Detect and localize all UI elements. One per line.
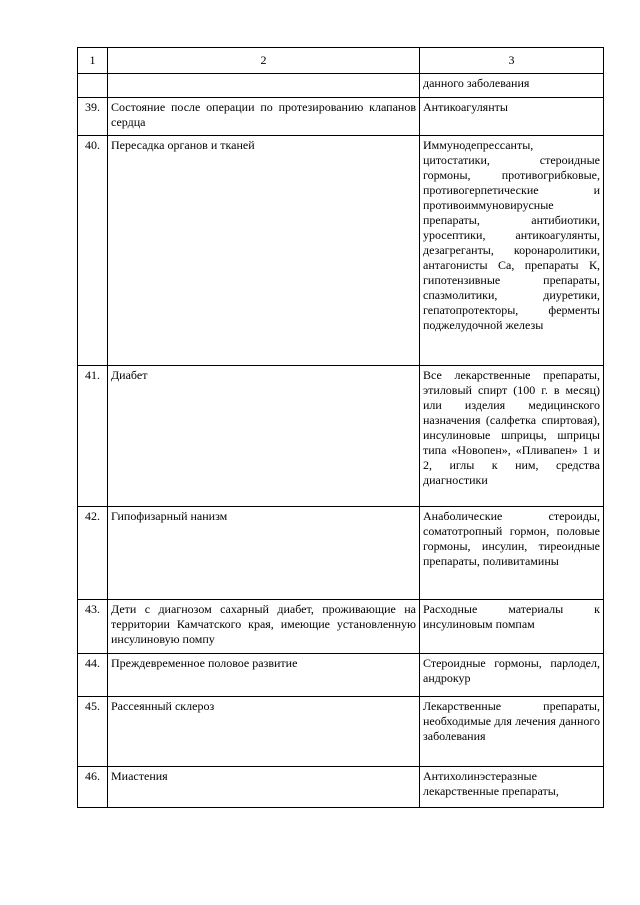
row-disease: Гипофизарный нанизм [108, 507, 420, 600]
header-col-number: 1 [78, 48, 108, 74]
row-drugs: Все лекарственные препараты, этиловый спирт (100 г. в месяц) или изделия медицинского назначения (салфетка спиртовая), инсулиновые шприцы, шприцы типа «Новопен», «Пливапен» 1 и 2, иглы к ним, средства диагностики [420, 366, 604, 507]
row-number: 43. [78, 600, 108, 654]
row-disease: Пересадка органов и тканей [108, 136, 420, 366]
row-drugs: данного заболевания [420, 74, 604, 98]
row-number: 44. [78, 654, 108, 697]
table-row [78, 366, 604, 507]
table-row [78, 507, 604, 600]
row-drugs: Лекарственные препараты, необходимые для лечения данного заболевания [420, 697, 604, 767]
table-row [78, 600, 604, 654]
table-row [78, 74, 604, 98]
drug-provision-table [77, 47, 604, 808]
row-number: 39. [78, 98, 108, 136]
row-disease: Диабет [108, 366, 420, 507]
table-row [78, 697, 604, 767]
row-disease: Миастения [108, 767, 420, 808]
row-number: 42. [78, 507, 108, 600]
row-disease: Состояние после операции по протезированию клапанов сердца [108, 98, 420, 136]
row-number: 46. [78, 767, 108, 808]
table-row [78, 98, 604, 136]
row-number: 40. [78, 136, 108, 366]
row-drugs: Расходные материалы к инсулиновым помпам [420, 600, 604, 654]
row-disease: Рассеянный склероз [108, 697, 420, 767]
row-drugs: Антихолинэстеразные лекарственные препараты, [420, 767, 604, 808]
row-drugs: Иммунодепрессанты, цитостатики, стероидные гормоны, противогрибковые, противогерпетические и противоиммуновирусные препараты, антибиотики, уросептики, антикоагулянты, дезагреганты, коронаролитики, антагонисты Са, препараты К, гипотензивные препараты, спазмолитики, диуретики, гепатопротекторы, ферменты поджелудочной железы [420, 136, 604, 366]
table-row [78, 654, 604, 697]
table-header-row [78, 48, 604, 74]
row-number: 41. [78, 366, 108, 507]
header-col-drugs: 3 [420, 48, 604, 74]
row-drugs: Антикоагулянты [420, 98, 604, 136]
row-disease [108, 74, 420, 98]
row-drugs: Стероидные гормоны, парлодел, андрокур [420, 654, 604, 697]
row-drugs: Анаболические стероиды, соматотропный гормон, половые гормоны, инсулин, тиреоидные препараты, поливитамины [420, 507, 604, 600]
table-row [78, 136, 604, 366]
table-row [78, 767, 604, 808]
row-number [78, 74, 108, 98]
row-disease: Дети с диагнозом сахарный диабет, проживающие на территории Камчатского края, имеющие установленную инсулиновую помпу [108, 600, 420, 654]
row-disease: Преждевременное половое развитие [108, 654, 420, 697]
row-number: 45. [78, 697, 108, 767]
header-col-disease: 2 [108, 48, 420, 74]
